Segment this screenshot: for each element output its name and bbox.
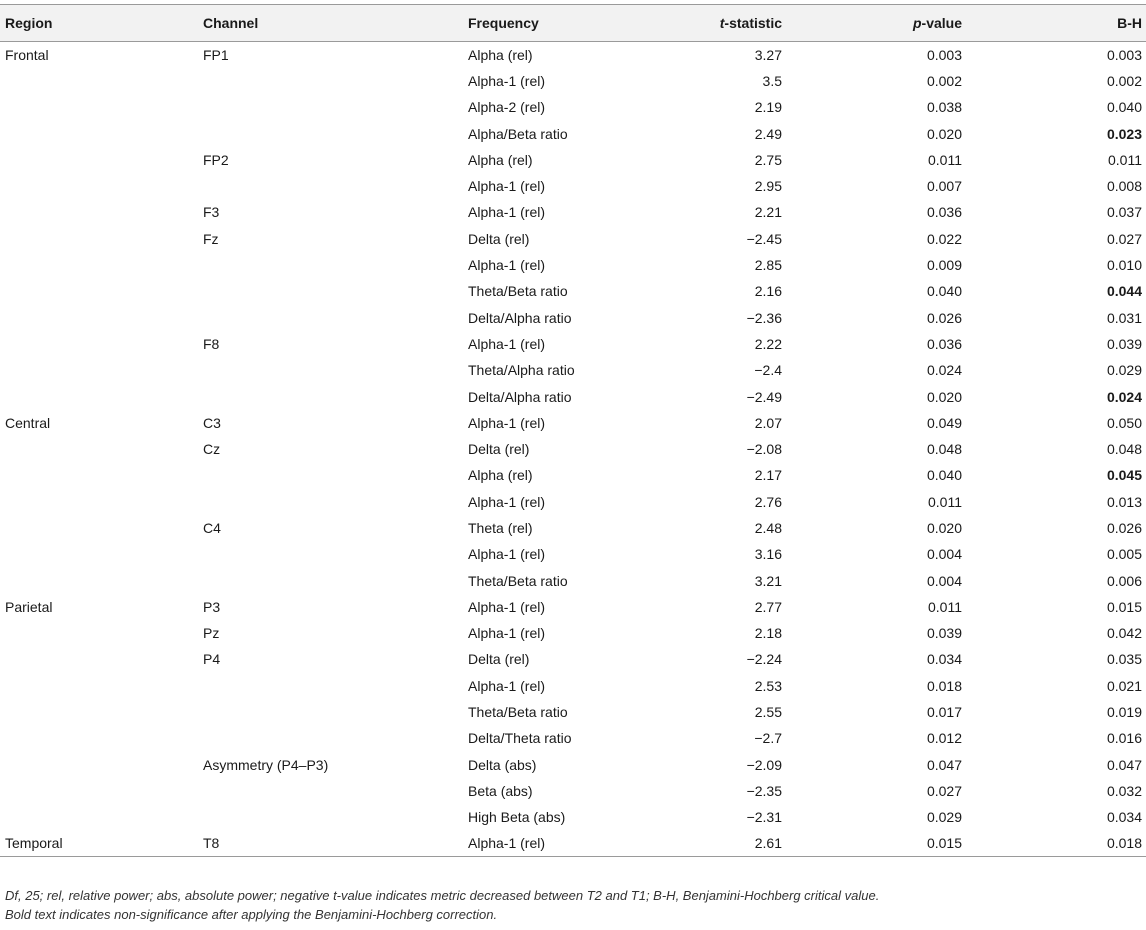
table-body	[0, 42, 1146, 857]
cell-p-value: 0.012	[926, 730, 962, 747]
cell-p-value: 0.018	[926, 677, 962, 694]
cell-frequency: Alpha-1 (rel)	[468, 546, 546, 563]
cell-channel	[198, 357, 463, 383]
cell-region	[0, 120, 198, 146]
table-row	[0, 357, 1146, 383]
cell-channel: Cz	[203, 441, 221, 458]
cell-frequency: Alpha (rel)	[468, 467, 533, 484]
cell-p-value: 0.017	[926, 704, 962, 721]
cell-channel: Pz	[203, 625, 220, 642]
cell-bh: 0.042	[1106, 625, 1142, 642]
cell-bh: 0.045	[1106, 467, 1142, 484]
cell-frequency: Theta/Beta ratio	[468, 283, 568, 300]
cell-p-value: 0.036	[926, 335, 962, 352]
cell-channel	[198, 804, 463, 830]
footnote-line-2: Bold text indicates non-significance after applying the Benjamini-Hochberg correction.	[5, 907, 498, 922]
cell-frequency: Alpha-2 (rel)	[468, 99, 546, 116]
cell-region: Parietal	[5, 598, 53, 615]
cell-p-value: 0.009	[926, 257, 962, 274]
cell-frequency: Delta (rel)	[468, 230, 530, 247]
cell-frequency: Alpha/Beta ratio	[468, 125, 568, 142]
table-row	[0, 752, 1146, 778]
cell-bh: 0.013	[1106, 493, 1142, 510]
cell-t-statistic: 2.61	[679, 830, 785, 856]
cell-t-statistic: −2.35	[746, 782, 782, 799]
cell-t-statistic: 3.21	[754, 572, 782, 589]
cell-p-value: 0.040	[926, 283, 962, 300]
cell-region	[0, 278, 198, 304]
cell-frequency: Alpha-1 (rel)	[468, 257, 546, 274]
cell-frequency: Delta (abs)	[468, 756, 537, 773]
cell-bh: 0.018	[965, 830, 1146, 856]
cell-region	[0, 436, 198, 462]
table-row	[0, 567, 1146, 593]
cell-frequency: Alpha-1 (rel)	[468, 625, 546, 642]
table-row	[0, 252, 1146, 278]
cell-t-statistic: −2.09	[746, 756, 782, 773]
table-footnote	[5, 886, 1135, 924]
cell-region	[0, 252, 198, 278]
cell-channel	[198, 462, 463, 488]
cell-bh: 0.031	[1106, 309, 1142, 326]
cell-frequency: Alpha-1 (rel)	[468, 178, 546, 195]
table-row	[0, 594, 1146, 620]
cell-t-statistic: 2.19	[754, 99, 782, 116]
cell-region: Temporal	[0, 830, 198, 856]
cell-bh: 0.021	[1106, 677, 1142, 694]
cell-frequency: Alpha-1 (rel)	[463, 830, 679, 856]
cell-p-value: 0.039	[926, 625, 962, 642]
cell-p-value: 0.003	[926, 46, 962, 63]
cell-frequency: Alpha-1 (rel)	[468, 598, 546, 615]
cell-t-statistic: 2.77	[754, 598, 782, 615]
cell-channel: Fz	[203, 230, 219, 247]
table-row	[0, 673, 1146, 699]
cell-t-statistic: −2.24	[746, 651, 782, 668]
cell-channel: P4	[203, 651, 221, 668]
cell-t-statistic: 3.5	[762, 72, 782, 89]
cell-bh: 0.016	[1106, 730, 1142, 747]
cell-frequency: Alpha-1 (rel)	[468, 335, 546, 352]
cell-channel: Asymmetry (P4–P3)	[203, 756, 329, 773]
cell-p-value: 0.004	[926, 572, 962, 589]
cell-t-statistic: 3.27	[754, 46, 782, 63]
cell-bh: 0.006	[1106, 572, 1142, 589]
cell-t-statistic: 2.49	[754, 125, 782, 142]
cell-p-value: 0.011	[928, 598, 962, 615]
header-channel: Channel	[198, 5, 463, 42]
cell-region	[0, 752, 198, 778]
cell-p-value: 0.007	[926, 178, 962, 195]
header-p-italic: p	[912, 15, 922, 31]
cell-region	[0, 147, 198, 173]
cell-frequency: Delta/Alpha ratio	[468, 309, 572, 326]
cell-t-statistic: 2.22	[754, 335, 782, 352]
table-row	[0, 147, 1146, 173]
cell-region	[0, 68, 198, 94]
cell-p-value: 0.011	[928, 151, 962, 168]
cell-t-statistic: −2.49	[746, 388, 782, 405]
table-row	[0, 541, 1146, 567]
cell-p-value: 0.034	[926, 651, 962, 668]
cell-bh: 0.044	[1106, 283, 1142, 300]
cell-bh: 0.029	[1106, 362, 1142, 379]
header-p-rest: -value	[921, 15, 962, 31]
cell-bh: 0.035	[1106, 651, 1142, 668]
cell-region	[0, 541, 198, 567]
cell-channel: FP1	[203, 46, 229, 63]
cell-channel: C4	[203, 519, 221, 536]
cell-region	[0, 331, 198, 357]
cell-t-statistic: 2.95	[754, 178, 782, 195]
table-row	[0, 489, 1146, 515]
cell-channel	[198, 304, 463, 330]
cell-t-statistic: 3.16	[754, 546, 782, 563]
table-row	[0, 226, 1146, 252]
cell-p-value: 0.004	[926, 546, 962, 563]
footnote-line-1: Df, 25; rel, relative power; abs, absolute power; negative t-value indicates metric decreased between T2 and T1; B-H, Benjamini-Hochberg critical value.	[5, 888, 880, 903]
cell-region	[0, 357, 198, 383]
cell-p-value: 0.002	[926, 72, 962, 89]
cell-p-value: 0.040	[926, 467, 962, 484]
cell-region	[0, 94, 198, 120]
table-row	[0, 278, 1146, 304]
table-row	[0, 725, 1146, 751]
cell-frequency: Alpha-1 (rel)	[468, 493, 546, 510]
table-row	[0, 436, 1146, 462]
cell-region: Frontal	[5, 46, 49, 63]
cell-channel	[198, 673, 463, 699]
cell-frequency: High Beta (abs)	[468, 809, 566, 826]
cell-bh: 0.010	[1106, 257, 1142, 274]
cell-frequency: Theta/Alpha ratio	[468, 362, 575, 379]
cell-channel	[198, 541, 463, 567]
cell-frequency: Alpha-1 (rel)	[468, 414, 546, 431]
cell-region	[0, 699, 198, 725]
header-t-rest: -statistic	[724, 15, 782, 31]
cell-region: Central	[5, 414, 51, 431]
cell-channel	[198, 778, 463, 804]
cell-channel: F3	[203, 204, 220, 221]
table-row	[0, 120, 1146, 146]
cell-region	[0, 778, 198, 804]
cell-channel	[198, 173, 463, 199]
table-row	[0, 699, 1146, 725]
cell-bh: 0.047	[1106, 756, 1142, 773]
cell-p-value: 0.029	[926, 809, 962, 826]
cell-region	[0, 673, 198, 699]
cell-frequency: Beta (abs)	[468, 782, 533, 799]
cell-region	[0, 489, 198, 515]
table-row	[0, 199, 1146, 225]
cell-region	[0, 199, 198, 225]
cell-p-value: 0.026	[926, 309, 962, 326]
cell-region	[0, 383, 198, 409]
header-t-statistic	[679, 5, 785, 42]
cell-t-statistic: −2.08	[746, 441, 782, 458]
header-t-italic: t	[719, 15, 725, 31]
cell-t-statistic: −2.4	[754, 362, 782, 379]
results-table	[0, 4, 1146, 857]
cell-t-statistic: −2.7	[754, 730, 782, 747]
cell-frequency: Theta/Beta ratio	[468, 572, 568, 589]
cell-bh: 0.032	[1106, 782, 1142, 799]
cell-channel: FP2	[203, 151, 229, 168]
cell-channel: T8	[198, 830, 463, 856]
cell-t-statistic: 2.18	[754, 625, 782, 642]
cell-bh: 0.015	[1106, 598, 1142, 615]
table-row	[0, 42, 1146, 68]
cell-region	[0, 567, 198, 593]
table-row	[0, 646, 1146, 672]
cell-p-value: 0.036	[926, 204, 962, 221]
cell-frequency: Alpha (rel)	[468, 46, 533, 63]
cell-frequency: Theta (rel)	[468, 519, 533, 536]
cell-frequency: Alpha-1 (rel)	[468, 72, 546, 89]
cell-bh: 0.026	[1106, 519, 1142, 536]
header-bh: B-H	[965, 5, 1146, 42]
cell-p-value: 0.020	[926, 519, 962, 536]
cell-t-statistic: 2.07	[754, 414, 782, 431]
cell-bh: 0.002	[1106, 72, 1142, 89]
cell-bh: 0.003	[1106, 46, 1142, 63]
cell-p-value: 0.024	[926, 362, 962, 379]
cell-region	[0, 173, 198, 199]
cell-t-statistic: 2.16	[754, 283, 782, 300]
header-region: Region	[0, 5, 198, 42]
table-row	[0, 94, 1146, 120]
cell-t-statistic: 2.76	[754, 493, 782, 510]
header-frequency: Frequency	[463, 5, 679, 42]
cell-frequency: Delta (rel)	[468, 651, 530, 668]
cell-region	[0, 462, 198, 488]
cell-t-statistic: 2.53	[754, 677, 782, 694]
table-row	[0, 515, 1146, 541]
cell-bh: 0.024	[1106, 388, 1142, 405]
cell-frequency: Delta (rel)	[468, 441, 530, 458]
cell-p-value: 0.047	[926, 756, 962, 773]
cell-t-statistic: 2.21	[754, 204, 782, 221]
table-row	[0, 410, 1146, 436]
cell-frequency: Delta/Theta ratio	[468, 730, 572, 747]
cell-channel: F8	[203, 335, 220, 352]
cell-channel: P3	[203, 598, 221, 615]
table-row	[0, 830, 1146, 856]
cell-channel	[198, 489, 463, 515]
cell-frequency: Alpha (rel)	[468, 151, 533, 168]
cell-channel	[198, 383, 463, 409]
cell-channel	[198, 567, 463, 593]
table-row	[0, 331, 1146, 357]
table-row	[0, 804, 1146, 830]
cell-t-statistic: 2.55	[754, 704, 782, 721]
cell-p-value: 0.020	[926, 125, 962, 142]
cell-bh: 0.039	[1106, 335, 1142, 352]
cell-bh: 0.050	[1106, 414, 1142, 431]
cell-t-statistic: 2.85	[754, 257, 782, 274]
cell-frequency: Delta/Alpha ratio	[468, 388, 572, 405]
table-row	[0, 68, 1146, 94]
cell-frequency: Alpha-1 (rel)	[468, 677, 546, 694]
cell-bh: 0.011	[1108, 151, 1142, 168]
cell-region	[0, 725, 198, 751]
table-row	[0, 304, 1146, 330]
cell-region	[0, 304, 198, 330]
cell-p-value: 0.015	[785, 830, 965, 856]
cell-t-statistic: 2.48	[754, 519, 782, 536]
cell-t-statistic: −2.45	[746, 230, 782, 247]
cell-bh: 0.037	[1106, 204, 1142, 221]
cell-t-statistic: −2.36	[746, 309, 782, 326]
cell-p-value: 0.011	[928, 493, 962, 510]
cell-bh: 0.005	[1106, 546, 1142, 563]
table-row	[0, 778, 1146, 804]
cell-p-value: 0.022	[926, 230, 962, 247]
cell-p-value: 0.048	[926, 441, 962, 458]
cell-bh: 0.034	[1106, 809, 1142, 826]
cell-p-value: 0.038	[926, 99, 962, 116]
table-row	[0, 620, 1146, 646]
cell-bh: 0.027	[1106, 230, 1142, 247]
cell-bh: 0.019	[1106, 704, 1142, 721]
table-row	[0, 383, 1146, 409]
cell-t-statistic: 2.75	[754, 151, 782, 168]
cell-channel	[198, 94, 463, 120]
cell-channel	[198, 278, 463, 304]
cell-channel	[198, 68, 463, 94]
cell-region	[0, 620, 198, 646]
header-row	[0, 5, 1146, 42]
cell-t-statistic: 2.17	[754, 467, 782, 484]
cell-p-value: 0.027	[926, 782, 962, 799]
cell-channel	[198, 699, 463, 725]
cell-channel	[198, 120, 463, 146]
cell-channel	[198, 252, 463, 278]
cell-p-value: 0.049	[926, 414, 962, 431]
header-p-value	[785, 5, 965, 42]
cell-frequency: Alpha-1 (rel)	[468, 204, 546, 221]
cell-channel: C3	[203, 414, 221, 431]
table-row	[0, 173, 1146, 199]
cell-bh: 0.008	[1106, 178, 1142, 195]
cell-region	[0, 804, 198, 830]
cell-t-statistic: −2.31	[746, 809, 782, 826]
cell-region	[0, 515, 198, 541]
cell-bh: 0.048	[1106, 441, 1142, 458]
cell-frequency: Theta/Beta ratio	[468, 704, 568, 721]
cell-channel	[198, 725, 463, 751]
cell-bh: 0.023	[1106, 125, 1142, 142]
table-row	[0, 462, 1146, 488]
cell-region	[0, 226, 198, 252]
cell-p-value: 0.020	[926, 388, 962, 405]
cell-bh: 0.040	[1106, 99, 1142, 116]
cell-region	[0, 646, 198, 672]
